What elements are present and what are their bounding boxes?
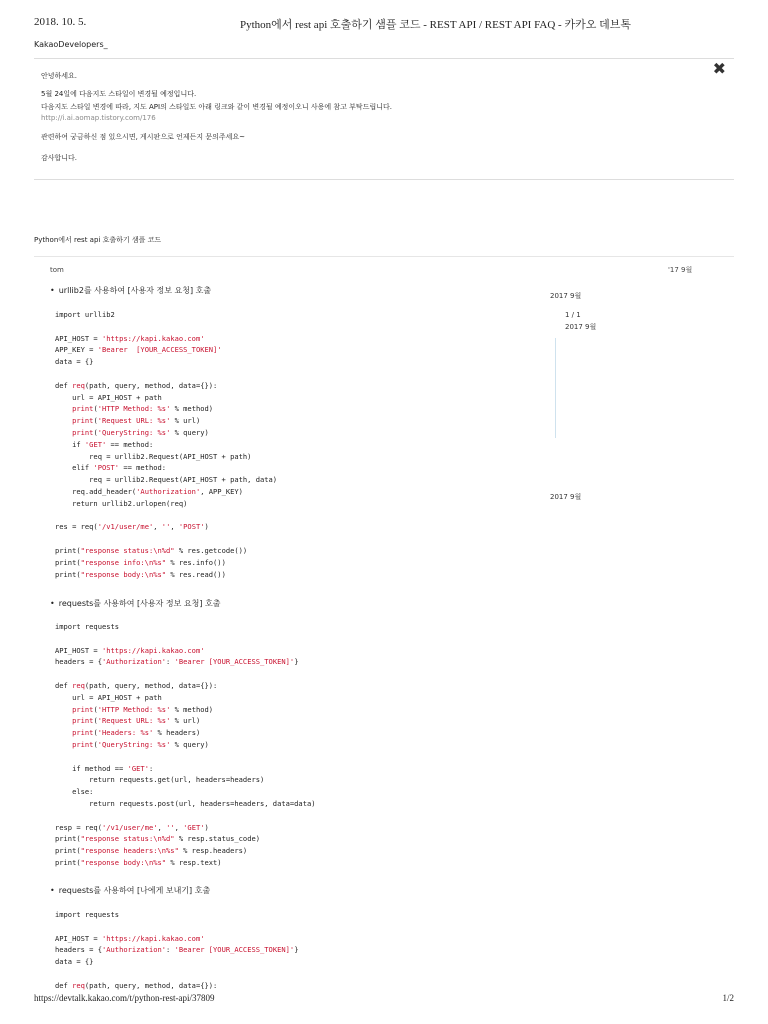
site-logo[interactable]: KakaoDevelopers_ xyxy=(34,40,108,49)
notice-line-1: 5월 24일에 다음지도 스타일이 변경될 예정입니다. xyxy=(41,90,197,98)
post-date[interactable]: '17 9월 xyxy=(668,266,693,274)
code-block-2: import requests API_HOST = 'https://kapi.kakao.com' headers = {'Authorization': 'Bearer [YOUR_ACCESS_TOKEN]'} def req(path, query, method, data={}): url = API_HOST + path print('HTTP Method: %s' % method) print('Request URL: %s' % url) print('Headers: %s' % headers) print('QueryString: %s' % query) if method == 'GET': return requests.get(url, headers=headers) else: return requests.post(url, headers=headers, data=data) resp = req('/v1/user/me', '', 'GET') print("response status:\n%d" % resp.status_code) print("response headers:\n%s" % resp.headers) print("response body:\n%s" % resp.text) xyxy=(55,622,316,867)
section-heading-1: • urllib2를 사용하여 [사용자 정보 요청] 호출 xyxy=(50,286,212,295)
code-block-3: import requests API_HOST = 'https://kapi.kakao.com' headers = {'Authorization': 'Bearer [YOUR_ACCESS_TOKEN]'} data = {} def req(path, query, method, data={}): xyxy=(55,910,299,990)
notice-line-3: 관련하여 궁금하신 점 있으시면, 게시판으로 언제든지 문의주세요~ xyxy=(41,133,246,141)
notice-thanks: 감사합니다. xyxy=(41,154,78,162)
notice-greeting: 안녕하세요. xyxy=(41,72,78,80)
topic-title[interactable]: Python에서 rest api 호출하기 샘플 코드 xyxy=(34,236,162,244)
code-block-1: import urllib2 API_HOST = 'https://kapi.kakao.com' APP_KEY = 'Bearer [YOUR_ACCESS_TOKEN]' data = {} def req(path, query, method, data={}): url = API_HOST + path print('HTTP Method: %s' % method) print('Request URL: %s' % url) print('QueryString: %s' % query) if 'GET' == method: req = urllib2.Request(API_HOST + path) elif 'POST' == method: req = urllib2.Request(API_HOST + path, data) req.add_header('Authorization', APP_KEY) return urllib2.urlopen(req) res = req('/v1/user/me', '', 'POST') print("response status:\n%d" % res.getcode()) print("response info:\n%s" % res.info()) print("response body:\n%s" % res.read()) xyxy=(55,310,278,579)
timeline-counter: 1 / 1 xyxy=(565,311,581,319)
notice-banner xyxy=(34,58,734,180)
post-author[interactable]: tom xyxy=(50,266,64,274)
notice-link[interactable]: http://i.ai.aomap.tistory.com/176 xyxy=(41,114,156,122)
print-url: https://devtalk.kakao.com/t/python-rest-api/37809 xyxy=(34,993,215,1003)
section-heading-3: • requests를 사용하여 [나에게 보내기] 호출 xyxy=(50,886,211,895)
timeline-counter-date: 2017 9월 xyxy=(565,323,597,331)
timeline-start[interactable]: 2017 9월 xyxy=(550,292,582,300)
close-icon[interactable]: ✖ xyxy=(712,59,726,78)
print-date: 2018. 10. 5. xyxy=(34,16,87,28)
timeline-end[interactable]: 2017 9월 xyxy=(550,493,582,501)
print-title: Python에서 rest api 호출하기 샘플 코드 - REST API / REST API FAQ - 카카오 데브톡 xyxy=(240,19,631,31)
section-heading-2: • requests를 사용하여 [사용자 정보 요청] 호출 xyxy=(50,599,221,608)
divider xyxy=(34,256,734,257)
notice-line-2: 다음지도 스타일 변경에 따라, 지도 API의 스타일도 아래 링크와 같이 변경될 예정이오니 사용에 참고 부탁드립니다. xyxy=(41,103,392,111)
print-header xyxy=(34,16,734,32)
page-number: 1/2 xyxy=(722,993,734,1003)
timeline-track[interactable] xyxy=(555,338,556,438)
